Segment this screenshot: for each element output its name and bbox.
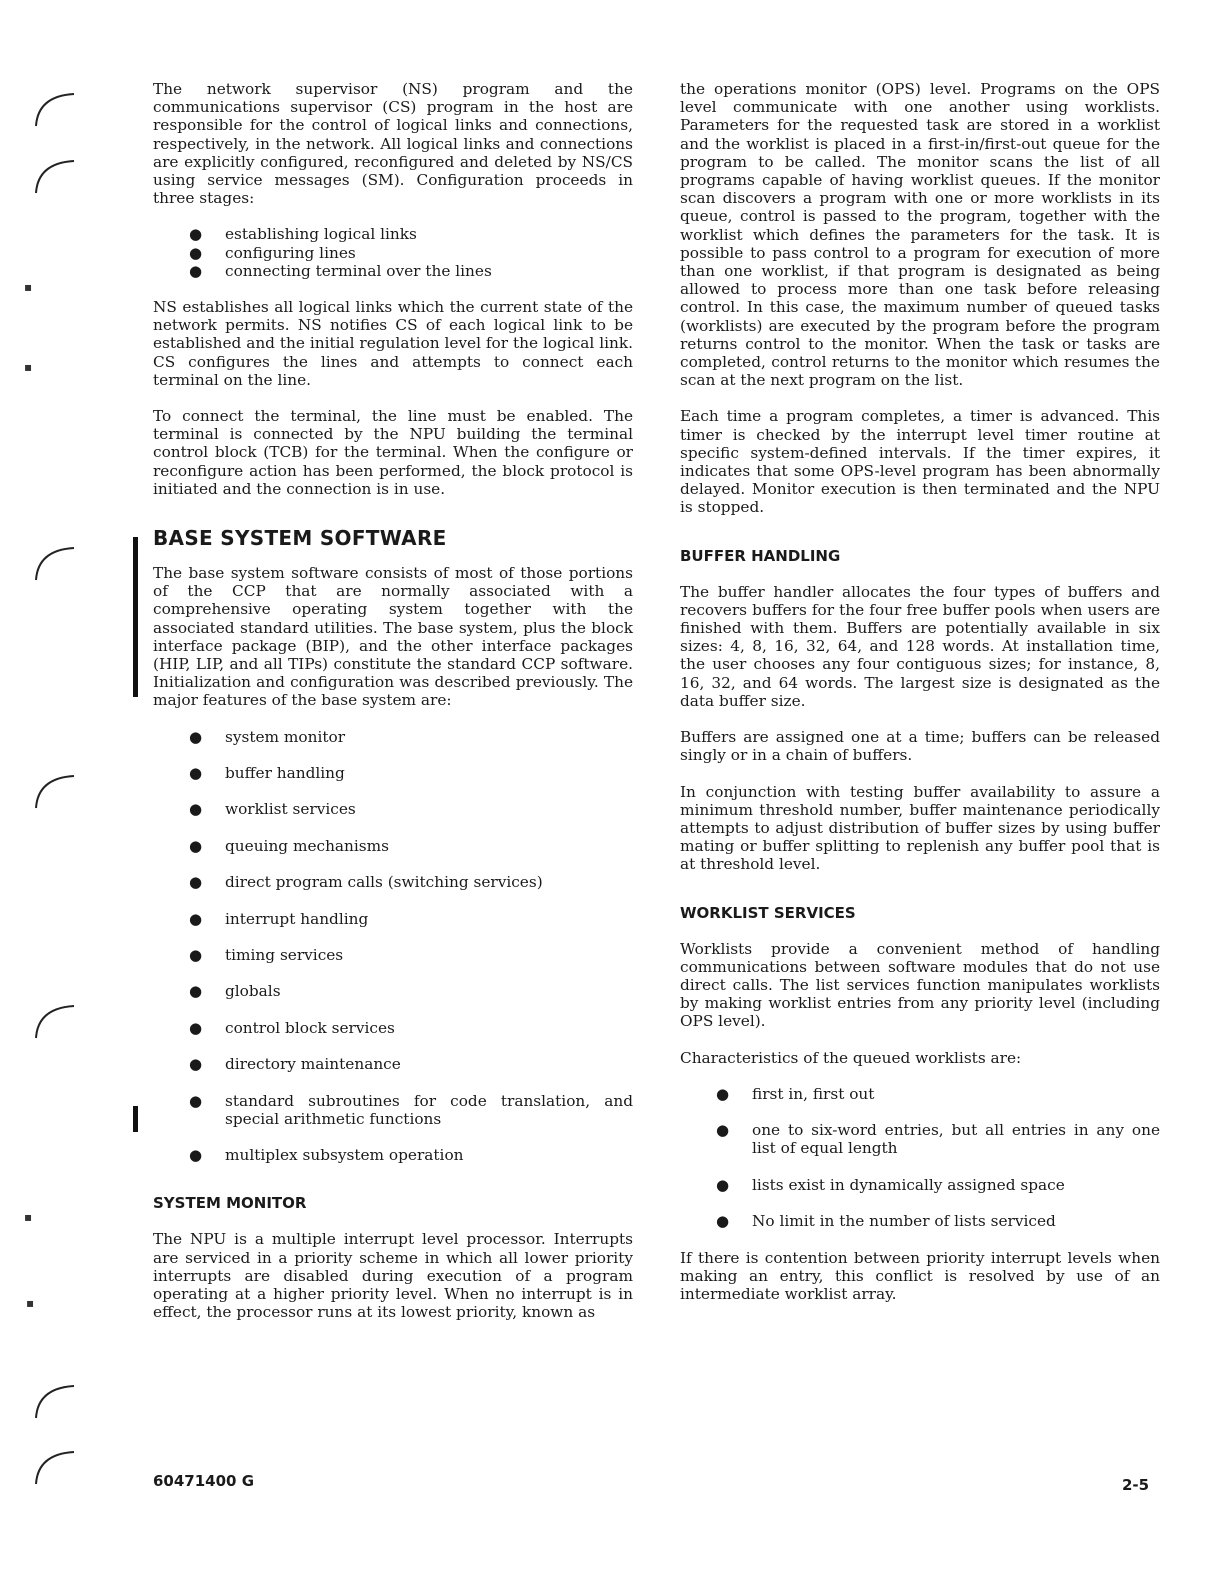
left-column — [153, 80, 633, 1339]
bullet-icon: ● — [189, 1146, 203, 1165]
list-item: ● first in, first out — [716, 1084, 875, 1103]
list-item: ● one to six-word entries, but all entries in any one list of equal length — [716, 1121, 1160, 1158]
page-number: 2-5 — [1122, 1476, 1150, 1494]
section-heading: BASE SYSTEM SOFTWARE — [153, 526, 447, 551]
subsection-heading: BUFFER HANDLING — [680, 546, 841, 565]
bullet-icon: ● — [189, 261, 203, 280]
ops-paragraph: the operations monitor (OPS) level. Programs on the OPS level communicate with one another using worklists. Parameters for the requested task are stored in a worklist and the worklist is placed in a first-in/first-out queue for the program to be called. The monitor scans the list of all programs capable of having worklist queues. If the monitor scan discovers a program with one or more worklists in its queue, control is passed to the program, together with the worklist which defines the parameters for the task. It is possible to pass control to a program for execution of more than one worklist, if that program is designated as being allowed to process more than one task before releasing control. In this case, the maximum number of queued tasks (worklists) are executed by the program before the program returns control to the monitor. When the task or tasks are completed, control returns to the monitor which resumes the scan at the next program on the list. — [680, 80, 1160, 390]
stages-list — [153, 225, 633, 280]
list-item: ● establishing logical links — [189, 225, 417, 244]
bullet-icon: ● — [716, 1212, 730, 1231]
worklist-paragraph: Worklists provide a convenient method of handling communications between software modules that do not use direct calls. The list services function manipulates worklists by making worklist entries from any priority level (including OPS level). — [680, 939, 1160, 1031]
list-item: ● system monitor — [189, 727, 346, 746]
features-list — [153, 728, 633, 1165]
bullet-icon: ● — [189, 1055, 203, 1074]
list-item: ● control block services — [189, 1018, 395, 1037]
list-item: ● interrupt handling — [189, 909, 369, 928]
contention-paragraph: If there is contention between priority interrupt levels when making an entry, this conflict is resolved by use of an intermediate worklist array. — [680, 1248, 1160, 1303]
scan-speck: ▪ — [24, 360, 33, 374]
characteristics-list — [680, 1085, 1160, 1231]
bullet-icon: ● — [189, 836, 203, 855]
connect-paragraph: To connect the terminal, the line must be enabled. The terminal is connected by the NPU building the terminal control block (TCB) for the terminal. When the configure or reconfigure action has been performed, the block protocol is initiated and the connection is in use. — [153, 407, 633, 498]
bullet-icon: ● — [189, 727, 203, 746]
bullet-icon: ● — [189, 764, 203, 783]
scan-speck: ▪ — [26, 1296, 35, 1310]
list-item: ● timing services — [189, 946, 344, 965]
punch-hole-mark — [30, 770, 80, 810]
list-item: ● connecting terminal over the lines — [189, 261, 492, 280]
change-bar — [133, 1106, 138, 1132]
punch-hole-mark — [30, 1000, 80, 1040]
list-item: ● direct program calls (switching services) — [189, 873, 543, 892]
punch-hole-mark — [30, 542, 80, 582]
buffer-paragraph: In conjunction with testing buffer availability to assure a minimum threshold number, buffer maintenance periodically attempts to adjust distribution of buffer sizes by using buffer mating or buffer splitting to replenish any buffer pool that is at threshold level. — [680, 782, 1160, 874]
punch-hole-mark — [30, 1446, 80, 1486]
punch-hole-mark — [30, 1380, 80, 1420]
punch-hole-mark — [30, 88, 80, 128]
list-item: ● queuing mechanisms — [189, 836, 389, 855]
bullet-icon: ● — [189, 225, 203, 244]
subsection-heading: SYSTEM MONITOR — [153, 1194, 307, 1213]
ns-paragraph: NS establishes all logical links which the current state of the network permits. NS notifies CS of each logical link to be established and the initial regulation level for the logical link. CS configures the lines and attempts to connect each terminal on the line. — [153, 298, 633, 389]
characteristics-intro: Characteristics of the queued worklists are: — [680, 1048, 1022, 1067]
list-item: ● worklist services — [189, 800, 356, 819]
bullet-icon: ● — [189, 1018, 203, 1037]
scan-speck: ▪ — [24, 280, 33, 294]
right-column — [680, 80, 1160, 1321]
document-number: 60471400 G — [153, 1472, 255, 1490]
scan-speck: ▪ — [24, 1210, 33, 1224]
list-item: ● configuring lines — [189, 243, 356, 262]
bullet-icon: ● — [189, 946, 203, 965]
list-item: ● buffer handling — [189, 764, 345, 783]
bullet-icon: ● — [716, 1175, 730, 1194]
list-item: ● globals — [189, 982, 281, 1001]
subsection-heading: WORKLIST SERVICES — [680, 903, 856, 922]
bullet-icon: ● — [189, 873, 203, 892]
bullet-icon: ● — [189, 800, 203, 819]
buffer-paragraph: The buffer handler allocates the four types of buffers and recovers buffers for the four free buffer pools when users are finished with them. Buffers are potentially available in six sizes: 4, 8, 16, 32, 64, and 128 words. At installation time, the user chooses any four contiguous sizes; for instance, 8, 16, 32, and 64 words. The largest size is designated as the data buffer size. — [680, 582, 1160, 710]
intro-paragraph: The network supervisor (NS) program and the communications supervisor (CS) program in the host are responsible for the control of logical links and connections, respectively, in the network. All logical links and connections are explicitly configured, reconfigured and deleted by NS/CS using service messages (SM). Configuration proceeds in three stages: — [153, 80, 633, 208]
list-item: ● lists exist in dynamically assigned space — [716, 1175, 1065, 1194]
bullet-icon: ● — [189, 982, 203, 1001]
bullet-icon: ● — [189, 1091, 203, 1110]
bullet-icon: ● — [189, 909, 203, 928]
timer-paragraph: Each time a program completes, a timer is advanced. This timer is checked by the interrupt level timer routine at specific system-defined intervals. If the timer expires, it indicates that some OPS-level program has been abnormally delayed. Monitor execution is then terminated and the NPU is stopped. — [680, 407, 1160, 517]
bullet-icon: ● — [716, 1084, 730, 1103]
list-item: ● No limit in the number of lists serviced — [716, 1212, 1056, 1231]
change-bar — [133, 537, 138, 697]
monitor-paragraph: The NPU is a multiple interrupt level processor. Interrupts are serviced in a priority scheme in which all lower priority interrupts are disabled during execution of a program operating at a higher priority level. When no interrupt is in effect, the processor runs at its lowest priority, known as — [153, 1230, 633, 1322]
bullet-icon: ● — [716, 1121, 730, 1140]
list-item: ● directory maintenance — [189, 1055, 401, 1074]
buffer-paragraph: Buffers are assigned one at a time; buffers can be released singly or in a chain of buffers. — [680, 728, 1160, 765]
punch-hole-mark — [30, 155, 80, 195]
base-paragraph: The base system software consists of most of those portions of the CCP that are normally associated with a comprehensive operating system together with the associated standard utilities. The base system, plus the block interface package (BIP), and the other interface packages (HIP, LIP, and all TIPs) constitute the standard CCP software. Initialization and configuration was described previously. The major features of the base system are: — [153, 564, 633, 710]
bullet-icon: ● — [189, 243, 203, 262]
list-item: ● standard subroutines for code translation, and special arithmetic functions — [189, 1091, 633, 1128]
list-item: ● multiplex subsystem operation — [189, 1146, 464, 1165]
